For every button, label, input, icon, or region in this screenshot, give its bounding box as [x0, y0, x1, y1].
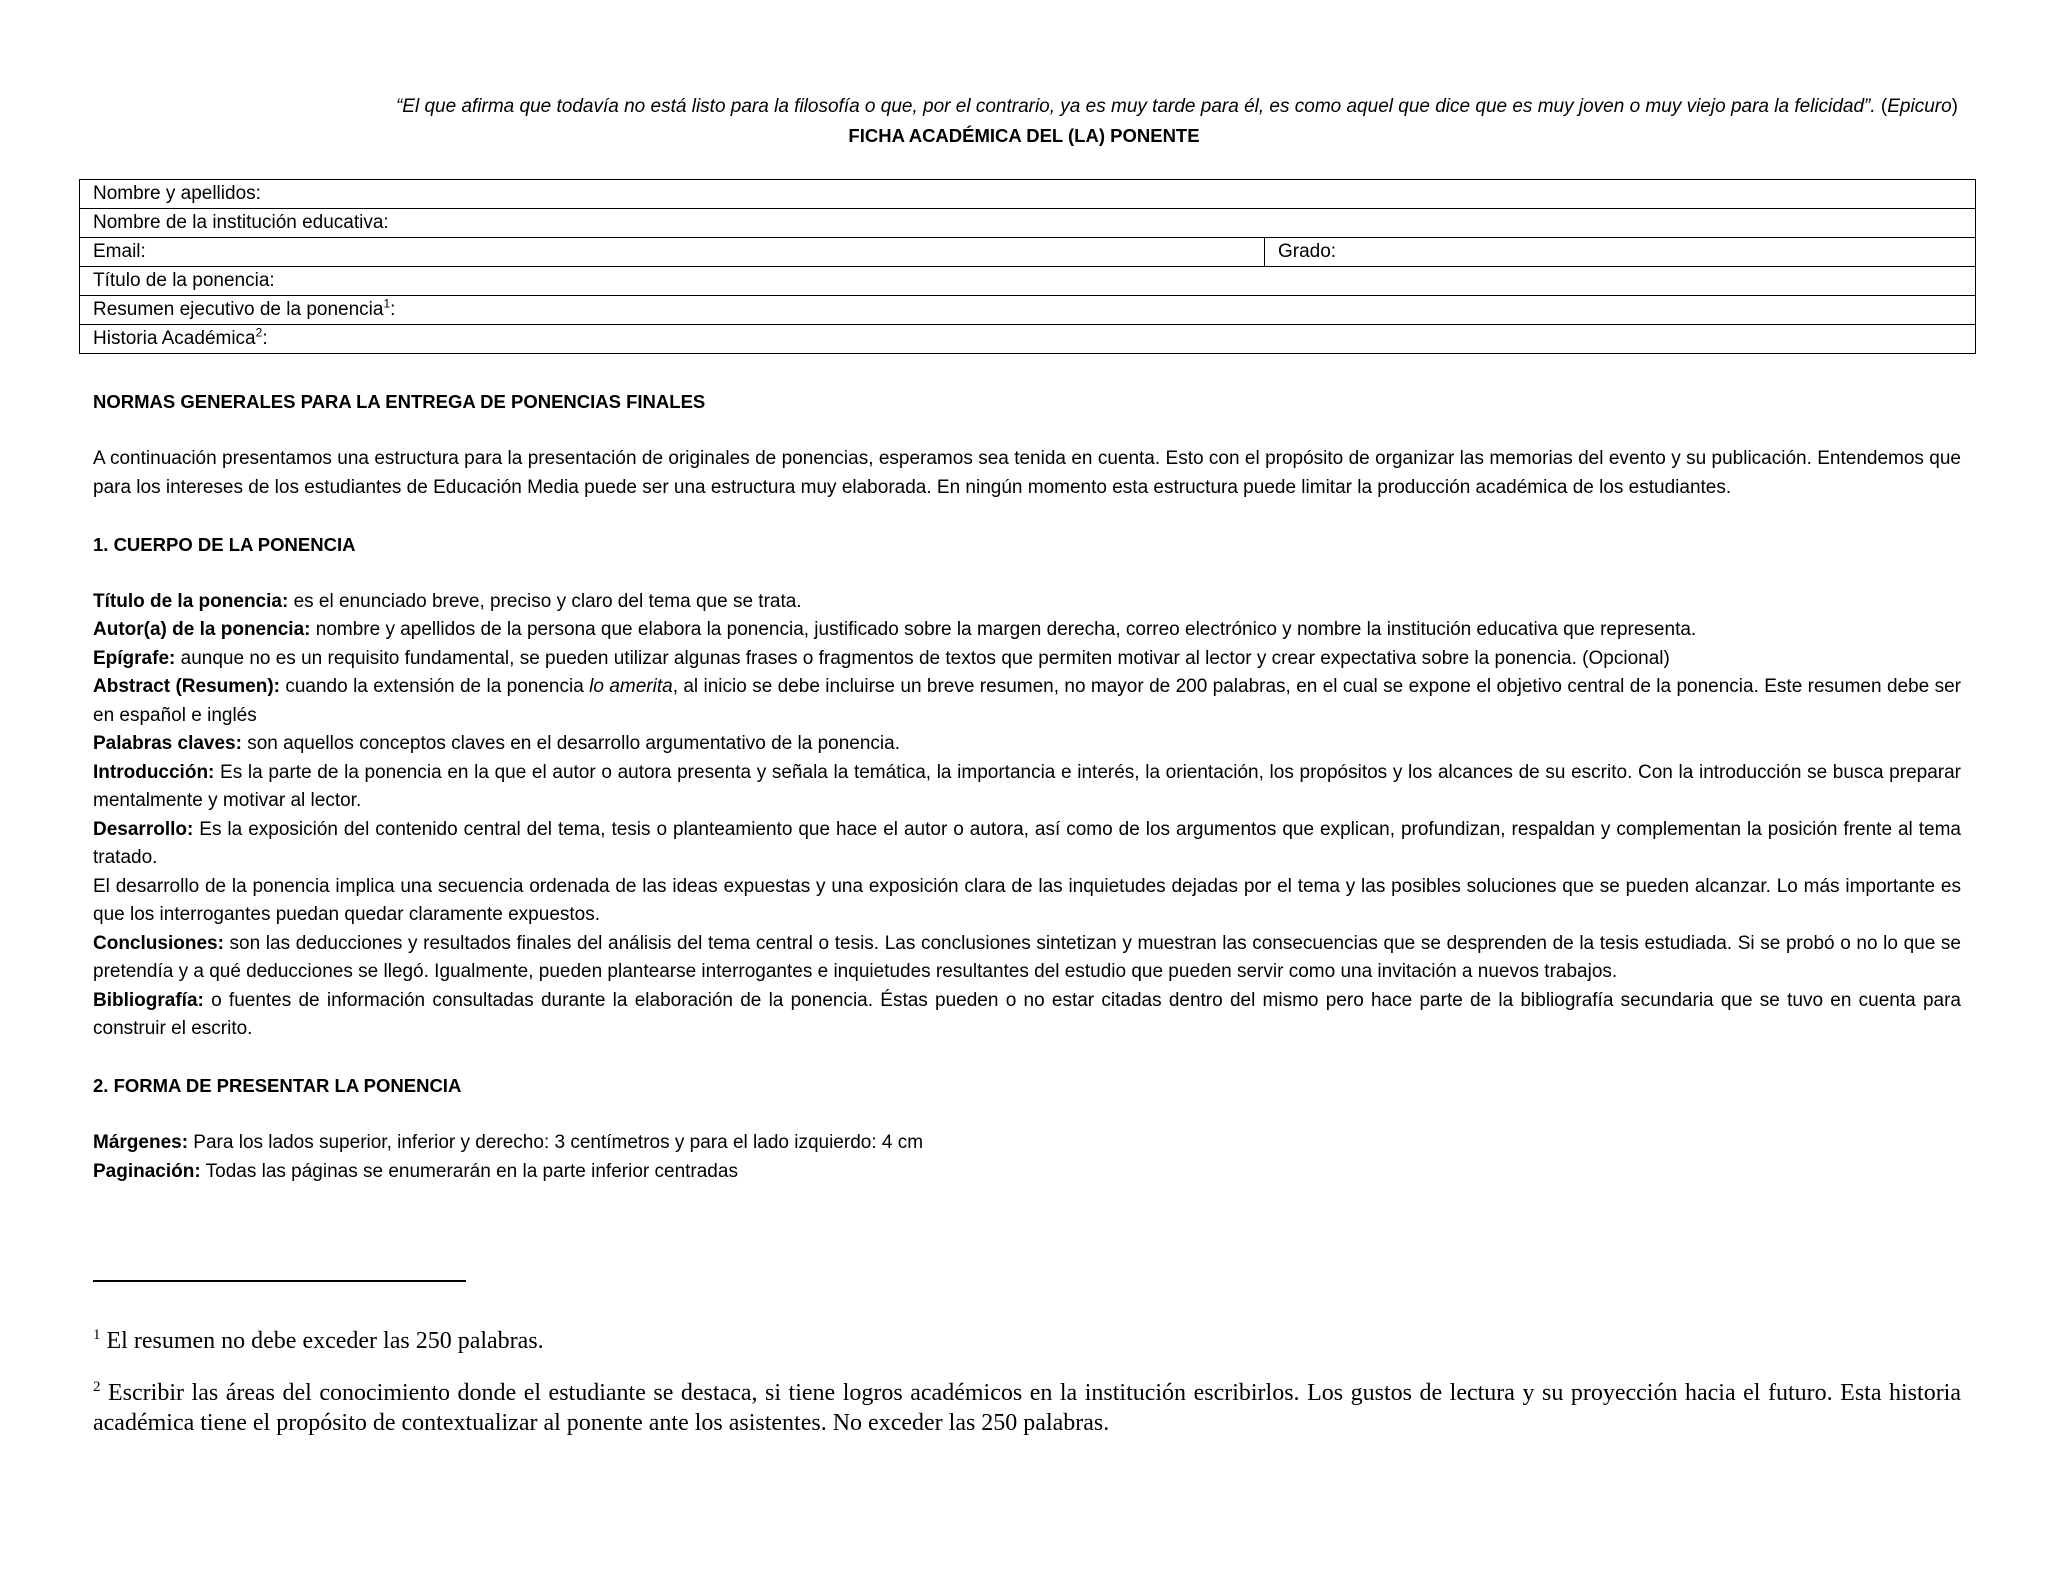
- item-text: , al inicio se debe incluirse un breve resumen, no mayor de 200 palabras, en el cual se expone el objetivo central de la ponencia. Este resumen debe ser en español e inglés: [93, 676, 1961, 726]
- item-term: Márgenes:: [93, 1132, 189, 1153]
- item-term: Palabras claves:: [93, 733, 242, 754]
- footnote-text: El resumen no debe exceder las 250 palabras.: [100, 1328, 544, 1354]
- form-row-institution: [80, 209, 1976, 238]
- item-text: aunque no es un requisito fundamental, se pueden utilizar algunas frases o fragmentos de textos que permiten motivar al lector y crear expectativa sobre la ponencia. (Opcional): [175, 647, 1670, 669]
- item-text: es el enunciado breve, preciso y claro del tema que se trata.: [288, 590, 802, 612]
- form-title: FICHA ACADÉMICA DEL (LA) PONENTE: [848, 125, 1200, 146]
- quote-author: Epicuro: [1887, 96, 1952, 117]
- item-term: Desarrollo:: [93, 818, 194, 840]
- talk-title-label: Título de la ponencia:: [93, 270, 275, 291]
- item-text: Es la exposición del contenido central del tema, tesis o planteamiento que hace el autor o autora, así como de los argumentos que explican, profundizan, respaldan y complementan la posición frente al tema tratado.: [93, 818, 1961, 868]
- item-text: son las deducciones y resultados finales del análisis del tema central o tesis. Las conclusiones sintetizan y muestran las consecuencias que se desprenden de la tesis estudiada. Si se probó o no lo que se pretendía y a qué deducciones se llegó. Igualmente, pueden plantearse interrogantes e inquietudes resultantes del estudio que pueden servir como una invitación a nuevos trabajos.: [93, 932, 1961, 982]
- item-introduccion: [93, 759, 1961, 816]
- footnote-ref-1: 1: [383, 296, 391, 311]
- name-label: Nombre y apellidos:: [93, 183, 261, 204]
- institution-field[interactable]: [80, 209, 1976, 238]
- item-desarrollo: [93, 816, 1961, 873]
- footnotes: [93, 1326, 1961, 1460]
- form-row-summary: [80, 296, 1976, 325]
- footnote-ref-2: 2: [255, 325, 263, 340]
- item-text: o fuentes de información consultadas durante la elaboración de la ponencia. Éstas pueden o no estar citadas dentro del mismo pero hace parte de la bibliografía secundaria que se tuvo en cuenta para construir el escrito.: [93, 989, 1961, 1039]
- grade-field[interactable]: [1265, 238, 1976, 267]
- form-row-name: [80, 180, 1976, 209]
- item-text: nombre y apellidos de la persona que elabora la ponencia, justificado sobre la margen derecha, correo electrónico y nombre la institución educativa que representa.: [310, 619, 1697, 640]
- item-text: son aquellos conceptos claves en el desarrollo argumentativo de la ponencia.: [241, 733, 900, 754]
- item-term: Bibliografía:: [93, 989, 204, 1011]
- summary-label: Resumen ejecutivo de la ponencia: [93, 299, 384, 320]
- norms-heading: NORMAS GENERALES PARA LA ENTREGA DE PONENCIAS FINALES: [93, 391, 706, 412]
- section1-heading: 1. CUERPO DE LA PONENCIA: [93, 533, 356, 555]
- item-palabras-claves: [93, 730, 1961, 759]
- item-paginacion: [93, 1158, 1961, 1187]
- summary-colon: :: [390, 299, 396, 320]
- summary-field[interactable]: [80, 296, 1976, 325]
- email-label: Email:: [93, 241, 146, 262]
- footnote-text: Escribir las áreas del conocimiento donde el estudiante se destaca, si tiene logros académicos en la institución escribirlos. Los gustos de lectura y su proyección hacia el futuro. Esta historia académica tiene el propósito de contextualizar al ponente ante los asistentes. No exceder las 250 palabras.: [93, 1380, 1961, 1436]
- footnote-separator: [93, 1280, 466, 1282]
- quote-open-paren: (: [1880, 96, 1888, 117]
- item-term: Título de la ponencia:: [93, 590, 289, 612]
- item-text: Todas las páginas se enumerarán en la parte inferior centradas: [200, 1160, 738, 1182]
- item-margenes: [93, 1129, 1961, 1158]
- institution-label: Nombre de la institución educativa:: [93, 212, 389, 233]
- footnote-1: [93, 1326, 1961, 1356]
- item-term: Paginación:: [93, 1160, 201, 1182]
- name-field[interactable]: [80, 180, 1976, 209]
- norms-intro: A continuación presentamos una estructura para la presentación de originales de ponencias, esperamos sea tenida en cuenta. Esto con el propósito de organizar las memorias del evento y su publicación. Entendemos que para los intereses de los estudiantes de Educación Media puede ser una estructura muy elaborada. En ningún momento esta estructura puede limitar la producción académica de los estudiantes.: [93, 448, 1961, 498]
- item-abstract: [93, 673, 1961, 730]
- item-text: cuando la extensión de la ponencia: [279, 676, 590, 697]
- epigraph-quote: [0, 95, 1958, 119]
- item-autor: [93, 616, 1961, 645]
- form-row-history: [80, 325, 1976, 354]
- speaker-form-table: [79, 179, 1976, 354]
- form-row-title: [80, 267, 1976, 296]
- quote-text: “El que afirma que todavía no está listo para la filosofía o que, por el contrario, ya es muy tarde para él, es como aquel que dice que es muy joven o muy viejo para la felicidad”.: [395, 96, 1881, 117]
- history-colon: :: [262, 328, 268, 349]
- footnote-2: [93, 1378, 1961, 1438]
- item-text: Es la parte de la ponencia en la que el autor o autora presenta y señala la temática, la importancia e interés, la orientación, los propósitos y los alcances de su escrito. Con la introducción se busca preparar mentalmente y motivar al lector.: [93, 761, 1961, 811]
- history-label: Historia Académica: [93, 328, 256, 349]
- item-term: Introducción:: [93, 761, 215, 783]
- quote-close-paren: ): [1951, 96, 1958, 117]
- item-bibliografia: [93, 987, 1961, 1044]
- item-titulo: [93, 588, 1961, 617]
- item-conclusiones: [93, 930, 1961, 987]
- item-term: Conclusiones:: [93, 932, 224, 954]
- history-field[interactable]: [80, 325, 1976, 354]
- item-emphasis: lo amerita: [589, 676, 673, 697]
- item-epigrafe: [93, 645, 1961, 674]
- email-field[interactable]: [80, 238, 1265, 267]
- item-text: El desarrollo de la ponencia implica una secuencia ordenada de las ideas expuestas y una exposición clara de las inquietudes dejadas por el tema y las posibles soluciones que se pueden alcanzar. Lo más importante es que los interrogantes puedan quedar claramente expuestos.: [93, 875, 1961, 925]
- item-text: Para los lados superior, inferior y derecho: 3 centímetros y para el lado izquierdo: 4 cm: [188, 1132, 924, 1153]
- grade-label: Grado:: [1278, 241, 1337, 262]
- form-row-email-grade: [80, 238, 1976, 267]
- guidelines-content: [93, 388, 1961, 1186]
- talk-title-field[interactable]: [80, 267, 1976, 296]
- section2-heading: 2. FORMA DE PRESENTAR LA PONENCIA: [93, 1075, 462, 1096]
- item-term: Abstract (Resumen):: [93, 676, 280, 697]
- footnote-mark: 1: [93, 1327, 101, 1343]
- footnote-mark: 2: [93, 1379, 101, 1395]
- item-term: Epígrafe:: [93, 647, 176, 669]
- item-term: Autor(a) de la ponencia:: [93, 619, 311, 640]
- item-desarrollo-cont: [93, 873, 1961, 930]
